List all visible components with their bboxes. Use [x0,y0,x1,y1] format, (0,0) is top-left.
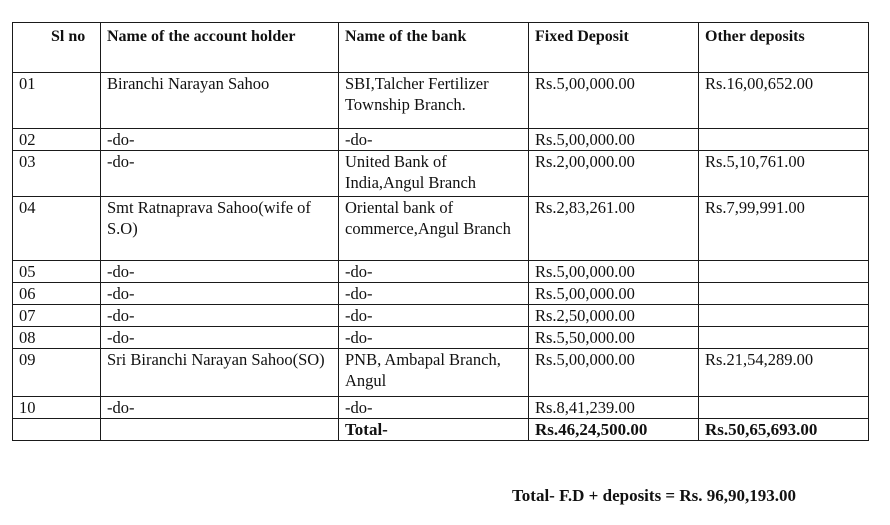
sl-no-cell: 08 [13,327,101,349]
holder-cell: Sri Biranchi Narayan Sahoo(SO) [101,349,339,397]
total-label: Total- [339,419,529,441]
bank-cell: -do- [339,283,529,305]
bank-cell: -do- [339,129,529,151]
header-account-holder: Name of the account holder [101,23,339,73]
sl-no-cell: 10 [13,397,101,419]
fd-cell: Rs.2,50,000.00 [529,305,699,327]
header-other-deposits: Other deposits [699,23,869,73]
deposits-table [12,22,869,441]
bank-cell: SBI,Talcher Fertilizer Township Branch. [339,73,529,129]
bank-cell: Oriental bank of commerce,Angul Branch [339,197,529,261]
holder-cell: -do- [101,327,339,349]
holder-cell: -do- [101,151,339,197]
total-empty-cell [13,419,101,441]
sl-no-cell: 09 [13,349,101,397]
other-cell [699,397,869,419]
other-cell [699,129,869,151]
other-cell [699,327,869,349]
fd-cell: Rs.5,00,000.00 [529,73,699,129]
header-fixed-deposit: Fixed Deposit [529,23,699,73]
fd-cell: Rs.2,00,000.00 [529,151,699,197]
fd-cell: Rs.5,00,000.00 [529,261,699,283]
header-bank-name: Name of the bank [339,23,529,73]
other-cell: Rs.7,99,991.00 [699,197,869,261]
fd-cell: Rs.8,41,239.00 [529,397,699,419]
holder-cell: -do- [101,261,339,283]
bank-cell: -do- [339,397,529,419]
sl-no-cell: 04 [13,197,101,261]
table-row [13,327,869,349]
sl-no-cell: 05 [13,261,101,283]
table-row [13,151,869,197]
other-cell [699,305,869,327]
total-row [13,419,869,441]
table-row [13,349,869,397]
holder-cell: -do- [101,397,339,419]
fd-cell: Rs.5,00,000.00 [529,283,699,305]
bank-cell: -do- [339,261,529,283]
holder-cell: -do- [101,129,339,151]
sl-no-cell: 01 [13,73,101,129]
holder-cell: Smt Ratnaprava Sahoo(wife of S.O) [101,197,339,261]
table-row [13,197,869,261]
holder-cell: -do- [101,305,339,327]
other-cell [699,283,869,305]
sl-no-cell: 02 [13,129,101,151]
sl-no-cell: 07 [13,305,101,327]
bank-cell: -do- [339,327,529,349]
table-row [13,129,869,151]
fd-cell: Rs.5,00,000.00 [529,129,699,151]
fd-cell: Rs.5,00,000.00 [529,349,699,397]
total-fd-value: Rs.46,24,500.00 [529,419,699,441]
bank-cell: United Bank of India,Angul Branch [339,151,529,197]
holder-cell: Biranchi Narayan Sahoo [101,73,339,129]
sl-no-cell: 06 [13,283,101,305]
table-row [13,73,869,129]
holder-cell: -do- [101,283,339,305]
table-row [13,397,869,419]
other-cell: Rs.21,54,289.00 [699,349,869,397]
total-other-value: Rs.50,65,693.00 [699,419,869,441]
other-cell [699,261,869,283]
grand-total-line: Total- F.D + deposits = Rs. 96,90,193.00 [512,486,797,505]
table-header-row [13,23,869,73]
fd-cell: Rs.2,83,261.00 [529,197,699,261]
fd-cell: Rs.5,50,000.00 [529,327,699,349]
sl-no-cell: 03 [13,151,101,197]
table-row [13,261,869,283]
bank-cell: PNB, Ambapal Branch, Angul [339,349,529,397]
other-cell: Rs.16,00,652.00 [699,73,869,129]
table-row [13,305,869,327]
other-cell: Rs.5,10,761.00 [699,151,869,197]
total-empty-cell [101,419,339,441]
header-sl-no: Sl no [13,23,101,73]
bank-cell: -do- [339,305,529,327]
table-row [13,283,869,305]
